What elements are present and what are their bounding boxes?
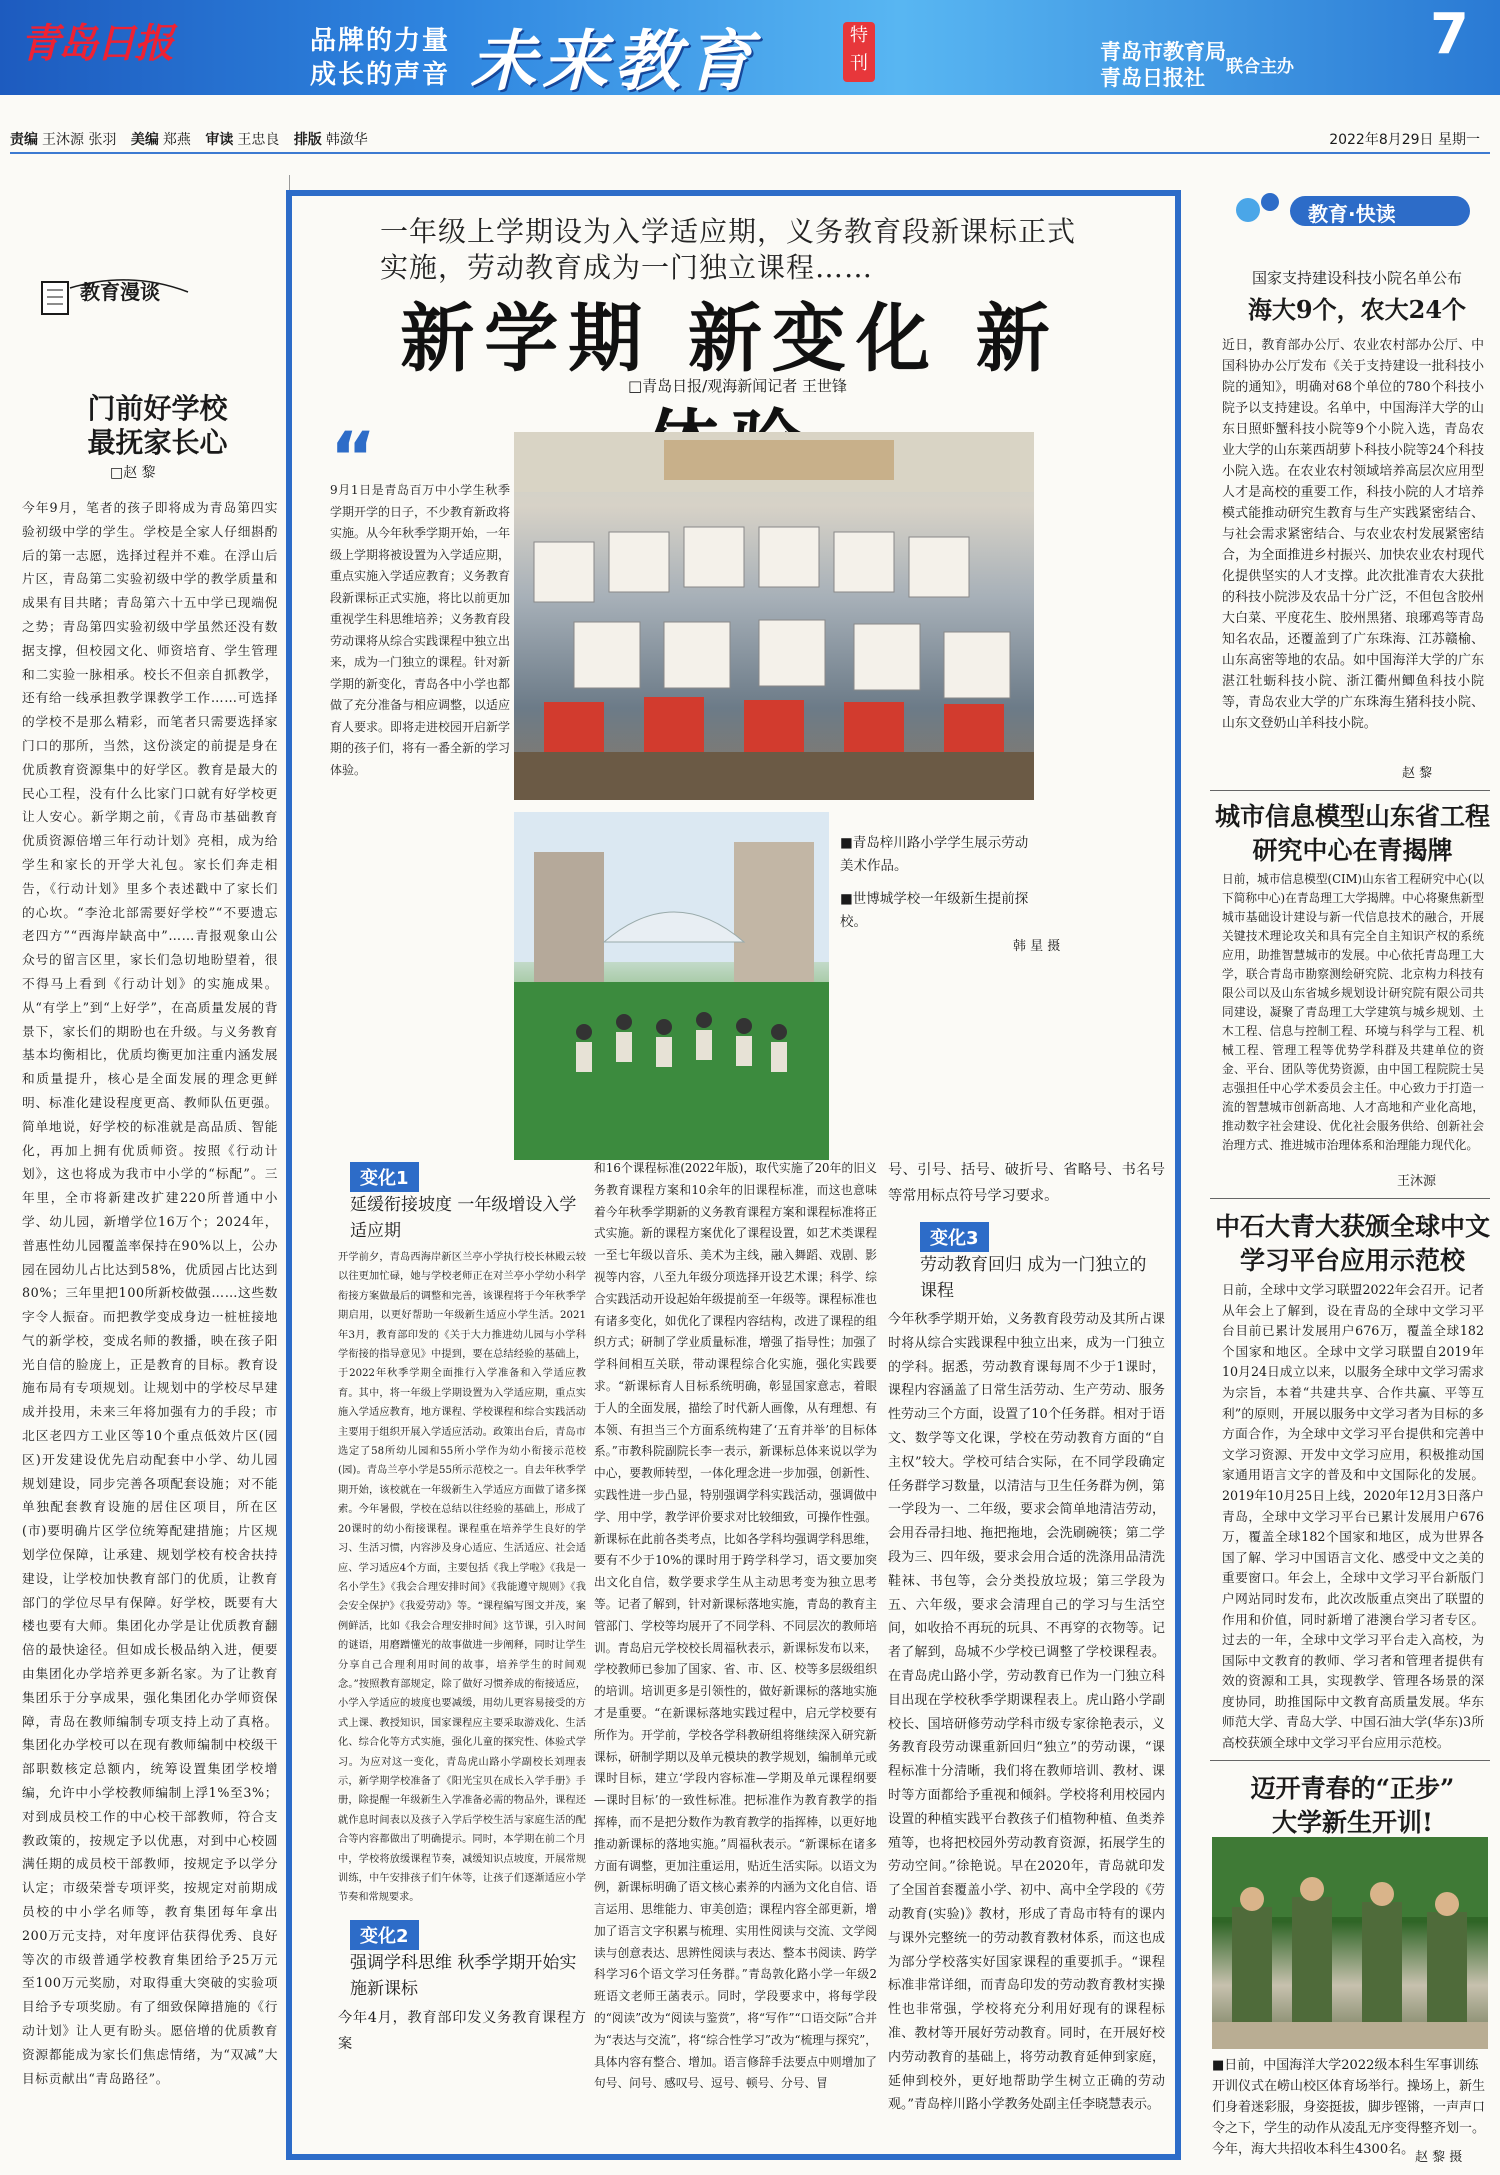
issue-date: 2022年8月29日 星期一	[1329, 132, 1480, 148]
layout-label: 排版	[293, 132, 322, 148]
edu-talk-label: 教育漫谈	[80, 280, 160, 304]
news-brief-badge	[1230, 182, 1480, 238]
left-article-title	[50, 392, 265, 460]
art-names: 郑燕	[162, 132, 191, 148]
section-name: 未来教育	[470, 23, 758, 100]
paper-logo: 青岛日报	[20, 20, 172, 67]
brief-1-author: 赵 黎	[1402, 766, 1433, 781]
change-2-body: 和16个课程标准(2022年版)，取代实施了20年的旧义务教育课程方案和10余年的旧课程标准，而这也意味着今年秋季学期新的义务教育课程方案和课程标准将正式实施。新的课程方案优化了课程设置，如艺术类课程一至七年级以音乐、美术为主线，融入舞蹈、戏剧、影视等内容，八至九年级分项选择开设艺术课；科学、综合实践活动开设起始年级提前至一年级等。课程标准也有诸多变化，如优化了课程内容结构，改进了课程的组织方式；研制了学业质量标准，增强了指导性；加强了学科间相互关联，带动课程综合化实施，强化实践要求。“新课标育人目标系统明确，彰显国家意志，着眼于人的全面发展，描绘了时代新人画像，从有理想、有本领、有担当三个方面系统构建了‘五育并举’的目标体系。”市教科院副院长李一表示，新课标总体来说以学为中心，要教师转型，一体化理念进一步加强，创新性、实践性进一步凸显，特别强调学科实践活动，强调做中学、用中学，教学评价要求对比较细致，可操作性强。新课标在此前各类考点，比如各学科均强调学科思维，要有不少于10%的课时用于跨学科学习，语文要加突出文化自信，数学要求学生从主动思考变为独立思考等。记者了解到，针对新课标落地实施，青岛的教育主管部门、学校等均展开了不同学科、不同层次的教师培训。青岛启元学校校长周福秋表示，新课标发布以来，学校教师已参加了国家、省、市、区、校等多层级组织的培训。培训更多是引领性的，做好新课标的落地实施才是重要。“在新课标落地实践过程中，启元学校要有所作为。开学前，学校各学科教研组将继续深入研究新课标，研制学期以及单元模块的教学规划，编制单元或课时目标，建立‘学段内容标准—学期及单元课程纲要—课时目标’的一致性标准。把标准作为教育教学的指挥棒，而不是把分数作为教育教学的指挥棒，以更好地推动新课标的落地实施。”周福秋表示。“新课标在诸多方面有调整，更加注重运用，贴近生活实际。以语文为例，新课标明确了语文核心素养的内涵为文化自信、语言运用、思维能力、审美创造；课程内容全部更新，增加了语言文字积累与梳理、实用性阅读与交流、文学阅读与创意表达、思辨性阅读与表达、整本书阅读、跨学科学习6个语文学习任务群。”青岛敦化路小学一年级2班语文老师王菡表示。同时，学段要求中，将每学段的“阅读”改为“阅读与鉴赏”，将“写作”“口语交际”合并为“表达与交流”，将“综合性学习”改为“梳理与探究”，具体内容有整合、增加。语言修辞手法要点中则增加了句号、问号、感叹号、逗号、顿号、分号、冒	[594, 1161, 877, 2091]
brief-1-subtitle: 国家支持建设科技小院名单公布	[1251, 269, 1462, 287]
brief-3-body: 日前，全球中文学习联盟2022年会召开。记者从年会上了解到，设在青岛的全球中文学习平台目前已累计发展用户676万，覆盖全球182个国家和地区。全球中文学习联盟自2019年10月24日成立以来，以服务全球中文学习需求为宗旨，本着“共建共享、合作共赢、平等互利”的原则，开展以服务中文学习者为目标的多方面合作，为全球中文学习平台提供和完善中文学习资源、开发中文学习应用，积极推动国家通用语言文字的普及和中文国际化的发展。2019年10月25日上线，2020年12月3日落户青岛，全球中文学习平台已累计发展用户676万，覆盖全球182个国家和地区，成为世界各国了解、学习中国语言文化、感受中文之美的重要窗口。年会上，全球中文学习平台新版门户网站同时发布，此次改版重点突出了联盟的作用和价值，同时新增了港澳台学习者专区。过去的一年，全球中文学习平台走入高校，为国际中文教育的教师、学习者和管理者提供有效的资源和工具，实现教学、管理各场景的深度协同，助推国际中文教育高质量发展。华东师范大学、青岛大学、中国石油大学(华东)3所高校获颁全球中文学习平台应用示范校。	[1222, 1282, 1484, 1751]
change-3-body: 今年秋季学期开始，义务教育段劳动及其所占课时将从综合实践课程中独立出来，成为一门独立的学科。据悉，劳动教育课每周不少于1课时，课程内容涵盖了日常生活劳动、生产劳动、服务性劳动三个方面，设置了10个任务群。相对于语文、数学等文化课，学校在劳动教育方面的“自主权”较大。学校可结合实际，在不同学段确定任务群学习数量，以清洁与卫生任务群为例，第一学段为一、二年级，要求会简单地清洁劳动，会用吞帚扫地、拖把拖地，会洗刷碗筷；第二学段为三、四年级，要求会用合适的洗涤用品清洗鞋袜、书包等，会分类投放垃圾；第三学段为五、六年级，要求会清理自己的学习与生活空间，如收拾不再玩的玩具、不再穿的衣物等。记者了解到，岛城不少学校已调整了学校课程表。在青岛虎山路小学，劳动教育已作为一门独立科目出现在学校秋季学期课程表上。虎山路小学副校长、国培研修劳动学科市级专家徐艳表示，义务教育段劳动课重新回归“独立”的劳动课，“课程标准十分清晰，我们将在教师培训、教材、课时等方面都给予重视和倾斜。学校将利用校园内设置的种植实践平台教孩子们植物种植、鱼类养殖等，也将把校园外劳动教育资源，拓展学生的劳动空间。”徐艳说。早在2020年，青岛就印发了全国首套覆盖小学、初中、高中全学段的《劳动教育(实验)》教材，形成了青岛市特有的课内与课外完整统一的劳动教育教材体系，而这也成为部分学校落实好国家课程的重要抓手。“课程标准非常详细，而青岛印发的劳动教育教材实操性也非常强，学校将充分利用好现有的课程标准、教材等开展好劳动教育。同时，在开展好校内劳动教育的基础上，将劳动教育延伸到家庭，延伸到校外，更好地帮助学生树立正确的劳动观。”青岛梓川路小学教务处副主任李晓慧表示。	[888, 1312, 1165, 2113]
change-1-body: 开学前夕，青岛西海岸新区兰亭小学执行校长林殿云较以往更加忙碌，她与学校老师正在对兰亭小学幼小科学衔接方案做最后的调整和完善，该课程将于今年秋季学期启用，以更好帮助一年级新生适应小学生活。2021年3月，教育部印发的《关于大力推进幼儿园与小学科学衔接的指导意见》中提到，要在总结经验的基础上，于2022年秋季学期全面推行入学准备和入学适应教育。其中，将一年级上学期设置为入学适应期，重点实施入学适应教育，地方课程、学校课程和综合实践活动主要用于组织开展入学适应活动。政策出台后，青岛市选定了58所幼儿园和55所小学作为幼小衔接示范校(园)。青岛兰亭小学是55所示范校之一。自去年秋季学期开始，该校就在一年级新生入学适应方面做了诸多探索。今年暑假，学校在总结以往经验的基础上，形成了20课时的幼小衔接课程。课程重在培养学生良好的学习、生活习惯，内容涉及身心适应、生活适应、社会适应、学习适应4个方面，主要包括《我上学啦》《我是一名小学生》《我会合理安排时间》《我能遵守规则》《我会安全保护》《我爱劳动》等。“课程编写图文并茂，案例鲜活，比如《我会合理安排时间》这节课，引入时间的谜语，用磨蹭懂光的故事做进一步阐释，同时让学生分享自己合理利用时间的故事，培养学生的时间观念。”按照教育部规定，除了做好习惯养成的衔接适应，小学入学适应的坡度也要减缓，用幼儿更容易接受的方式上课、教授知识，国家课程应主要采取游戏化、生活化、综合化等方式实施，强化儿童的探究性、体验式学习。为应对这一变化，青岛虎山路小学副校长刘理表示，新学期学校准备了《阳光宝贝在成长入学手册》手册，除提醒一年级新生入学准备必需的物品外，课程还就作息时间表以及孩子入学后学校生活与家庭生活的配合等内容都做出了明确提示。同时，本学期在前二个月中，学校将放缓课程节奏，减缓知识点坡度，开展常规训练，中午安排孩子们午休等，让孩子们逐渐适应小学节奏和常规要求。	[338, 1252, 586, 1904]
host-suffix: 联合主办	[1226, 57, 1294, 77]
change-3-title: 劳动教育回归 成为一门独立的课程	[920, 1255, 1147, 1301]
change-1-badge: 变化1	[350, 1162, 419, 1192]
photo-credit: 韩 星 摄	[1013, 939, 1061, 954]
brief-4-title-line-1: 迈开青春的“正步”	[1250, 1774, 1455, 1803]
photo-caption-1: ■青岛梓川路小学学生展示劳动美术作品。	[840, 835, 1029, 874]
layout-names: 韩潋华	[325, 132, 368, 148]
change-1-title: 延缓衔接坡度 一年级增设入学适应期	[350, 1195, 577, 1241]
brief-divider-3	[1210, 1760, 1490, 1761]
review-names: 王忠良	[237, 132, 280, 148]
change-2-title: 强调学科思维 秋季学期开始实施新课标	[350, 1953, 577, 1999]
edu-talk-badge	[40, 270, 190, 320]
special-issue-badge: 特刊	[843, 22, 875, 82]
left-title-line-2: 最抚家长心	[87, 426, 228, 459]
classroom-photo	[514, 432, 1034, 800]
brief-1-title: 海大9个，农大24个	[1247, 295, 1467, 324]
change-2-body-end: 号、引号、括号、破折号、省略号、书名号等常用标点符号学习要求。	[888, 1162, 1165, 1204]
brief-divider-2	[1210, 1198, 1490, 1199]
change-3-badge: 变化3	[920, 1222, 989, 1252]
top-rule	[10, 152, 1490, 154]
brief-2-body: 日前，城市信息模型(CIM)山东省工程研究中心(以下简称中心)在青岛理工大学揭牌。中心将聚焦新型城市基础设计建设与新一代信息技术的融合，开展关键技术理论攻关和具有完全自主知识产权的系统应用，助推智慧城市的发展。中心依托青岛理工大学，联合青岛市勘察测绘研究院、北京构力科技有限公司以及山东省城乡规划设计研究院有限公司共同建设，凝聚了青岛理工大学建筑与城乡规划、土木工程、信息与控制工程、环境与科学与工程、机械工程、管理工程等优势学科群及共建单位的资金、平台、团队等优势资源，由中国工程院院士吴志强担任中心学术委员会主任。中心致力于打造一流的智慧城市创新高地、人才高地和产业化高地，推动数字社会建设、优化社会服务供给、创新社会治理方式、推进城市治理体系和治理能力现代化。	[1222, 872, 1484, 1152]
left-title-line-1: 门前好学校	[87, 392, 228, 425]
photo-caption-2: ■世博城学校一年级新生提前探校。	[840, 891, 1029, 930]
military-training-photo	[1212, 1837, 1488, 2049]
credits-bar	[10, 129, 378, 149]
left-article-body: 今年9月，笔者的孩子即将成为青岛第四实验初级中学的学生。学校是全家人仔细斟酌后的第一志愿，选择过程并不难。在浮山后片区，青岛第二实验初级中学的教学质量和成果有目共睹；青岛第六十五中学已现端倪之势；青岛第四实验初级中学虽然还没有数据支撑，但校园文化、师资培育、学生管理和二实验一脉相承。校长不但亲自抓教学，还有给一线承担教学课教学工作……可选择的学校不是那么精彩，而笔者只需要选择家门口的那所，当然，这份淡定的前提是身在优质教育资源集中的好学区。教育是最大的民心工程，没有什么比家门口就有好学校更让人安心。新学期之前，《青岛市基础教育优质资源倍增三年行动计划》亮相，成为给学生和家长的开学大礼包。家长们奔走相告，《行动计划》里多个表述戳中了家长们的心坎。“李沧北部需要好学校”“不要遗忘老四方”“西海岸缺高中”……青报观象山公众号的留言区里，家长们急切地盼望着，很不得马上看到《行动计划》的实施成果。从“有学上”到“上好学”，在高质量发展的背景下，家长们的期盼也在升级。与义务教育基本均衡相比，优质均衡更加注重内涵发展和质量提升，核心是全面发展的理念更鲜明、标准化建设程度更高、教师队伍更强。简单地说，好学校的标准就是高品质、智能化，再加上拥有优质师资。按照《行动计划》，这也将成为我市中小学的“标配”。三年里，全市将新建改扩建220所普通中小学、幼儿园，新增学位16万个；2024年，普惠性幼儿园覆盖率保持在90%以上，公办园在园幼儿占比达到58%，优质园占比达到80%；三年里把100所新校做强……这些数字令人振奋。而把教学变成身边一桩桩接地气的新学校，变成名师的教播，映在孩子阳光自信的脸庞上，正是教育的目标。教育设施布局有专项规划。让规划中的学校尽早建成并投用，未来三年将加强有力的手段；市北区老四方工业区等10个重点低效片区(园区)开发建设优先启动配套中小学、幼儿园规划建设，同步完善各项配套设施；对不能单独配套教育设施的居住区项目，所在区(市)要明确片区学位统筹配建措施；片区规划学位保障，让承建、规划学校有校舍扶持建设，让学校加快教育部门的优质，让教育部门的学位尽早有保障。好学校，既要有大楼也要有大师。集团化办学是让优质教育翻倍的最快途径。但如成长极品纳入进，便要由集团化办学培养更多新名家。为了让教育集团乐于分享成果，强化集团化办学师资保障，青岛在教师编制专项支持上动了真格。集团化办学校可以在现有教师编制中校级干部职数核定总额内，统筹设置集团学校增编，允许中小学校教师编制上浮1%至3%；对到成员校工作的中心校干部教师，符合支教政策的，按规定予以优惠，对到中心校圆满任期的成员校干部教师，按规定予以学分认定；市级荣誉专项评奖，按规定对前期成员校的中小学名师等，教育集团每年拿出200万元支持，对年度评估获得优秀、良好等次的市级普通学校教育集团给予25万元至100万元奖励，对取得重大突破的实验项目给予专项奖励。有了细致保障措施的《行动计划》让人更有盼头。愿倍增的优质教育资源都能成为家长们焦虑情绪，为“双减”大目标贡献出“青岛路径”。	[22, 500, 278, 2086]
brief-4-author: 赵 黎 摄	[1415, 2150, 1463, 2165]
classroom-photo-image	[514, 432, 1034, 800]
art-label: 美编	[130, 132, 159, 148]
host-education-bureau: 青岛市教育局	[1100, 39, 1226, 64]
campus-photo	[514, 812, 829, 1160]
brief-1-body: 近日，教育部办公厅、农业农村部办公厅、中国科协办公厅发布《关于支持建设一批科技小院的通知》，明确对68个单位的780个科技小院予以支持建设。名单中，中国海洋大学的山东日照虾蟹科技小院等9个小院入选，青岛农业大学的山东莱西胡萝卜科技小院等24个科技小院入选。在农业农村领域培养高层次应用型人才是高校的重要工作，科技小院的人才培养模式能推动研究生教育与生产实践紧密结合、与社会需求紧密结合、与农业农村发展紧密结合，为全面推进乡村振兴、加快农业农村现代化提供坚实的人才支撑。此次批准青农大获批的科技小院涉及农品十分广泛，不但包含胶州大白菜、平度花生、胶州黑猪、琅琊鸡等青岛知名农品，还覆盖到了广东珠海、江苏赣榆、山东高密等地的农品。如中国海洋大学的广东湛江牡蛎科技小院、浙江衢州鲫鱼科技小院等，青岛农业大学的广东珠海生猪科技小院、山东文登奶山羊科技小院。	[1222, 338, 1484, 731]
brief-2-author: 王沐源	[1397, 1174, 1437, 1189]
quote-mark-icon: “	[330, 417, 377, 499]
feature-subtitle: 一年级上学期设为入学适应期，义务教育段新课标正式实施，劳动教育成为一门独立课程……	[380, 215, 1077, 284]
military-training-image	[1212, 1837, 1488, 2049]
review-label: 审读	[205, 132, 234, 148]
brief-4-title-line-2: 大学新生开训!	[1272, 1808, 1433, 1837]
brief-3-title: 中石大青大获颁全球中文学习平台应用示范校	[1215, 1212, 1491, 1275]
photo-captions	[840, 832, 1040, 934]
editor-label: 责编	[10, 132, 38, 148]
feature-headline: 新学期 新变化 新	[400, 296, 1060, 382]
host-newspaper: 青岛日报社	[1100, 65, 1205, 90]
change-2-body-start: 今年4月，教育部印发义务教育课程方案	[338, 2010, 586, 2052]
campus-photo-image	[514, 812, 829, 1160]
brief-divider-1	[1210, 790, 1490, 791]
slogan-line-2: 成长的声音	[310, 60, 451, 90]
left-article-author: □赵 黎	[110, 465, 156, 481]
editor-names: 王沐源 张羽	[42, 132, 117, 148]
feature-byline: □青岛日报/观海新闻记者 王世锋	[628, 377, 847, 395]
slogan-line-1: 品牌的力量	[310, 26, 451, 56]
brief-4-title	[1215, 1772, 1490, 1840]
brief-2-title: 城市信息模型山东省工程研究中心在青揭牌	[1215, 802, 1491, 865]
brief-4-caption: ■日前，中国海洋大学2022级本科生军事训练开训仪式在崂山校区体育场举行。操场上，新生们身着迷彩服，身姿挺拔，脚步铿锵，一声声口令之下，学生的动作从凌乱无序变得整齐划一。今年，海大共招收本科生4300名。	[1212, 2058, 1486, 2157]
change-2-badge: 变化2	[350, 1920, 419, 1950]
page-number: 7	[1430, 2, 1469, 67]
news-brief-label: 教育·快读	[1308, 202, 1396, 226]
feature-intro: 9月1日是青岛百万中小学生秋季学期开学的日子，不少教育新政将实施。从今年秋季学期开始，一年级上学期将被设置为入学适应期，重点实施入学适应教育；义务教育段新课标正式实施，将比以前更加重视学生科思维培养；义务教育段劳动课将从综合实践课程中独立出来，成为一门独立的课程。针对新学期的新变化，青岛各中小学也都做了充分准备与相应调整，以适应育人要求。即将走进校园开启新学期的孩子们，将有一番全新的学习体验。	[330, 483, 511, 777]
